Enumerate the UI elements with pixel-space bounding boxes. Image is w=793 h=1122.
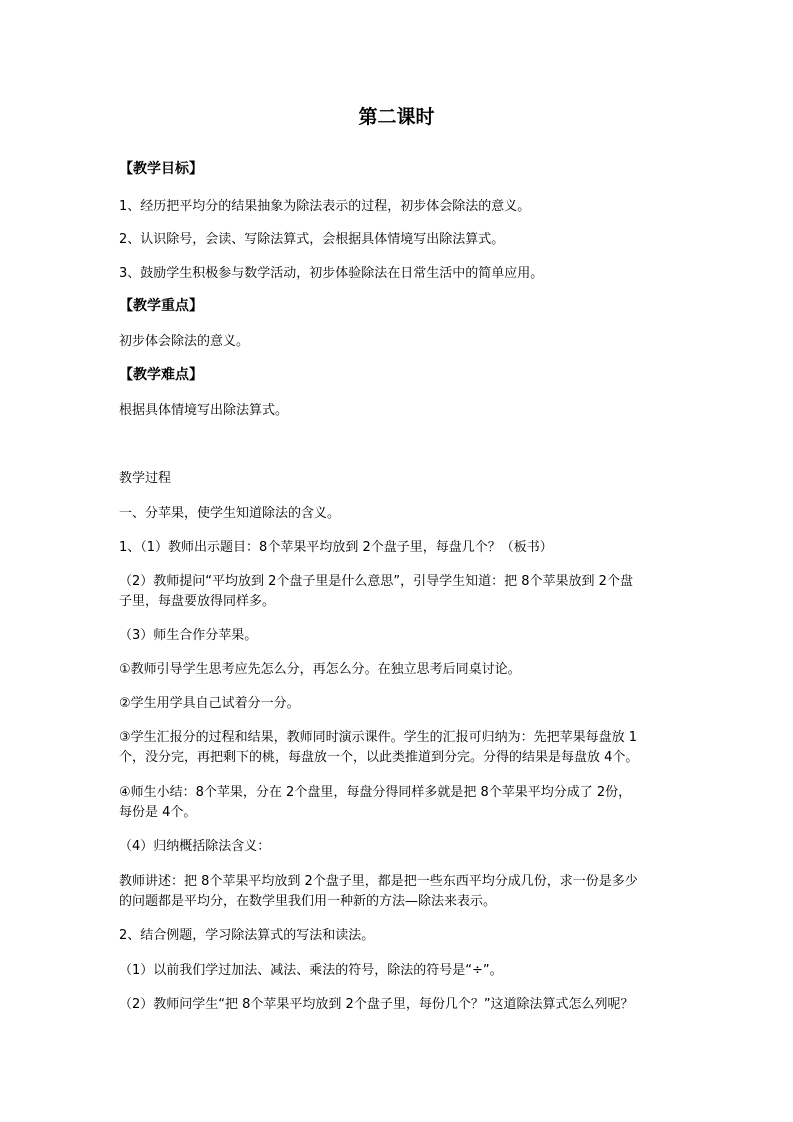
section-heading-difficulty: 【教学难点】 [119, 367, 203, 383]
section-heading-key-point: 【教学重点】 [119, 298, 203, 314]
process-explain-b: 的问题都是平均分，在数学里我们用一种新的方法—除法来表示。 [119, 894, 497, 909]
objective-3: 3、鼓励学生积极参与数学活动，初步体验除法在日常生活中的简单应用。 [119, 266, 544, 281]
process-heading: 教学过程 [119, 471, 172, 486]
process-substep-4a: ④师生小结：8个苹果，分在 2个盘里，每盘分得同样多就是把 8个苹果平均分成了 2份， [119, 785, 632, 800]
process-substep-1: ①教师引导学生思考应先怎么分，再怎么分。在独立思考后同桌讨论。 [119, 662, 521, 677]
process-explain-a: 教师讲述：把 8个苹果平均放到 2个盘子里，都是把一些东西平均分成几份，求一份是多少 [119, 874, 638, 889]
process-substep-3a: ③学生汇报分的过程和结果，教师同时演示课件。学生的汇报可归纳为：先把苹果每盘放 1 [119, 730, 638, 745]
objective-1: 1、经历把平均分的结果抽象为除法表示的过程，初步体会除法的意义。 [119, 199, 531, 214]
process-substep-4b: 每份是 4个。 [119, 805, 197, 820]
process-step-1-2a: （2）教师提问“平均放到 2个盘子里是什么意思”，引导学生知道：把 8个苹果放到 2个盘 [119, 574, 633, 589]
key-point-text: 初步体会除法的意义。 [119, 334, 250, 349]
page-title: 第二课时 [358, 106, 435, 128]
process-part-1-title: 一、分苹果，使学生知道除法的含义。 [119, 506, 341, 521]
process-step-2-1: （1）以前我们学过加法、减法、乘法的符号，除法的符号是“÷”。 [119, 963, 503, 978]
process-step-1-4: （4）归纳概括除法含义： [119, 839, 271, 854]
process-step-1-3: （3）师生合作分苹果。 [119, 628, 258, 643]
process-substep-3b: 个，没分完，再把剩下的桃，每盘放一个，以此类推道到分完。分得的结果是每盘放 4个。 [119, 750, 639, 765]
process-part-2-title: 2、结合例题，学习除法算式的写法和读法。 [119, 928, 375, 943]
process-step-1-1: 1、（1）教师出示题目：8个苹果平均放到 2个盘子里，每盘几个？（板书） [119, 540, 553, 555]
process-substep-2: ②学生用学具自己试着分一分。 [119, 696, 300, 711]
objective-2: 2、认识除号，会读、写除法算式，会根据具体情境写出除法算式。 [119, 232, 505, 247]
process-step-1-2b: 子里，每盘要放得同样多。 [119, 594, 276, 609]
process-step-2-2: （2）教师问学生“把 8个苹果平均放到 2个盘子里，每份几个？”这道除法算式怎么列呢？ [119, 997, 634, 1012]
section-heading-objectives: 【教学目标】 [119, 161, 203, 177]
difficulty-text: 根据具体情境写出除法算式。 [119, 403, 289, 418]
